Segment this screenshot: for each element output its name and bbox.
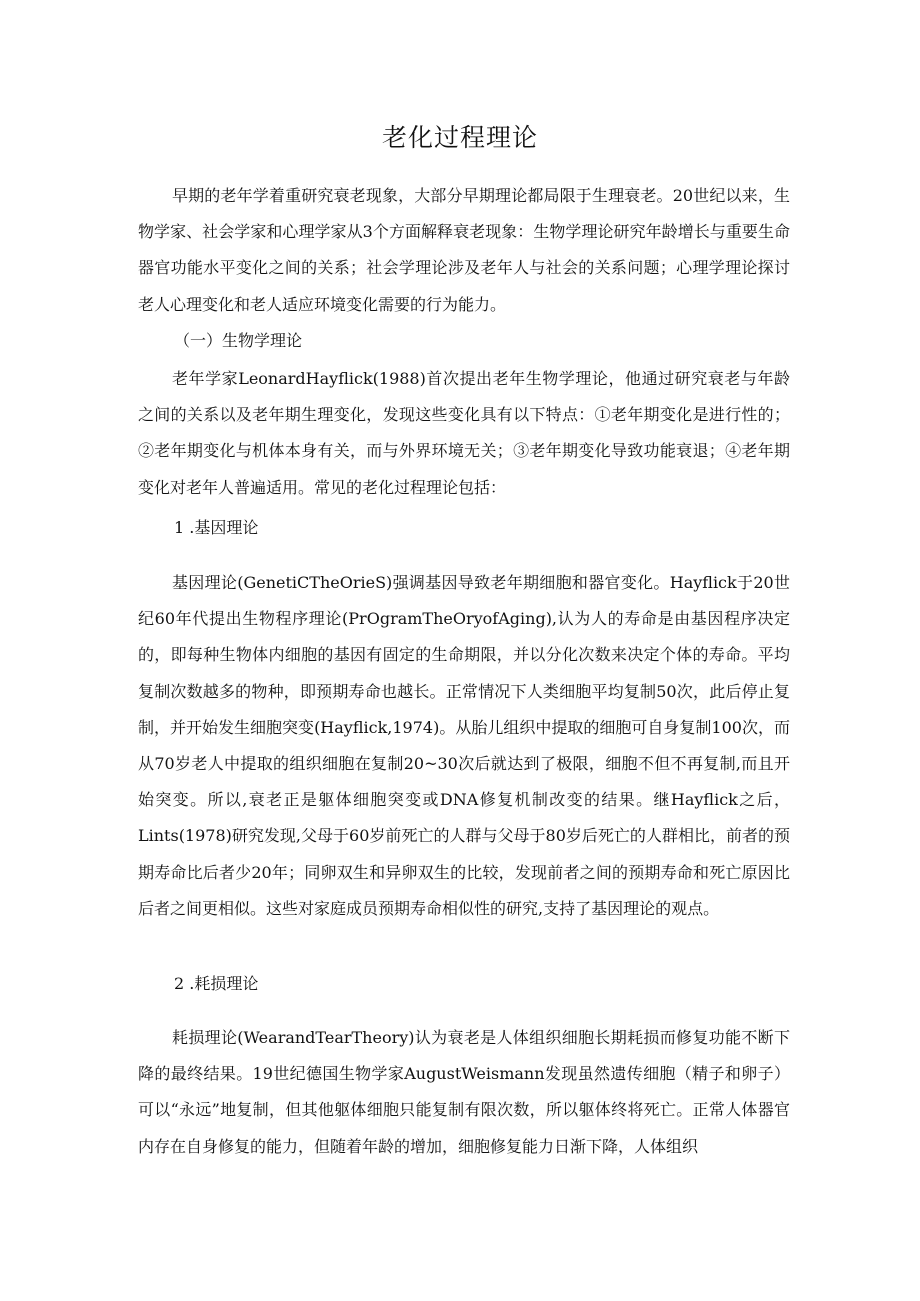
intro-paragraph: 早期的老年学着重研究衰老现象，大部分早期理论都局限于生理衰老。20世纪以来，生物学家、社会学家和心理学家从3个方面解释衰老现象：生物学理论研究年龄增长与重要生命器官功能水平变化之间的关系；社会学理论涉及老年人与社会的关系问题；心理学理论探讨老人心理变化和老人适应环境变化需要的行为能力。: [138, 186, 790, 314]
subsection-heading-wear-tear: 2 .耗损理论: [174, 974, 259, 993]
genetic-theory-paragraph: 基因理论(GenetiCTheOrieS)强调基因导致老年期细胞和器官变化。Hayflick于20世纪60年代提出生物程序理论(PrOgramTheOryofAging),认为人的寿命是由基因程序决定的，即每种生物体内细胞的基因有固定的生命期限，并以分化次数来决定个体的寿命。平均复制次数越多的物种，即预期寿命也越长。正常情况下人类细胞平均复制50次，此后停止复制，并开始发生细胞突变(Hayflick,1974)。从胎儿组织中提取的细胞可自身复制100次，而从70岁老人中提取的组织细胞在复制20~30次后就达到了极限，细胞不但不再复制,而且开始突变。所以,衰老正是躯体细胞突变或DNA修复机制改变的结果。继Hayflick之后，Lints(1978)研究发现,父母于60岁前死亡的人群与父母于80岁后死亡的人群相比，前者的预期寿命比后者少20年；同卵双生和异卵双生的比较，发现前者之间的预期寿命和死亡原因比后者之间更相似。这些对家庭成员预期寿命相似性的研究,支持了基因理论的观点。: [138, 573, 790, 918]
document-title: 老化过程理论: [381, 123, 538, 152]
biology-theory-paragraph: 老年学家LeonardHayflick(1988)首次提出老年生物学理论，他通过研究衰老与年龄之间的关系以及老年期生理变化，发现这些变化具有以下特点：①老年期变化是进行性的；②老年期变化与机体本身有关，而与外界环境无关；③老年期变化导致功能衰退；④老年期变化对老年人普遍适用。常见的老化过程理论包括：: [138, 369, 790, 497]
subsection-heading-genetic: 1 .基因理论: [174, 518, 259, 537]
wear-tear-theory-paragraph: 耗损理论(WearandTearTheory)认为衰老是人体组织细胞长期耗损而修复功能不断下降的最终结果。19世纪德国生物学家AugustWeismann发现虽然遗传细胞（精子和卵子）可以“永远”地复制，但其他躯体细胞只能复制有限次数，所以躯体终将死亡。正常人体器官内存在自身修复的能力，但随着年龄的增加，细胞修复能力日渐下降，人体组织: [138, 1028, 790, 1156]
section-heading-biology: （一）生物学理论: [174, 331, 303, 350]
